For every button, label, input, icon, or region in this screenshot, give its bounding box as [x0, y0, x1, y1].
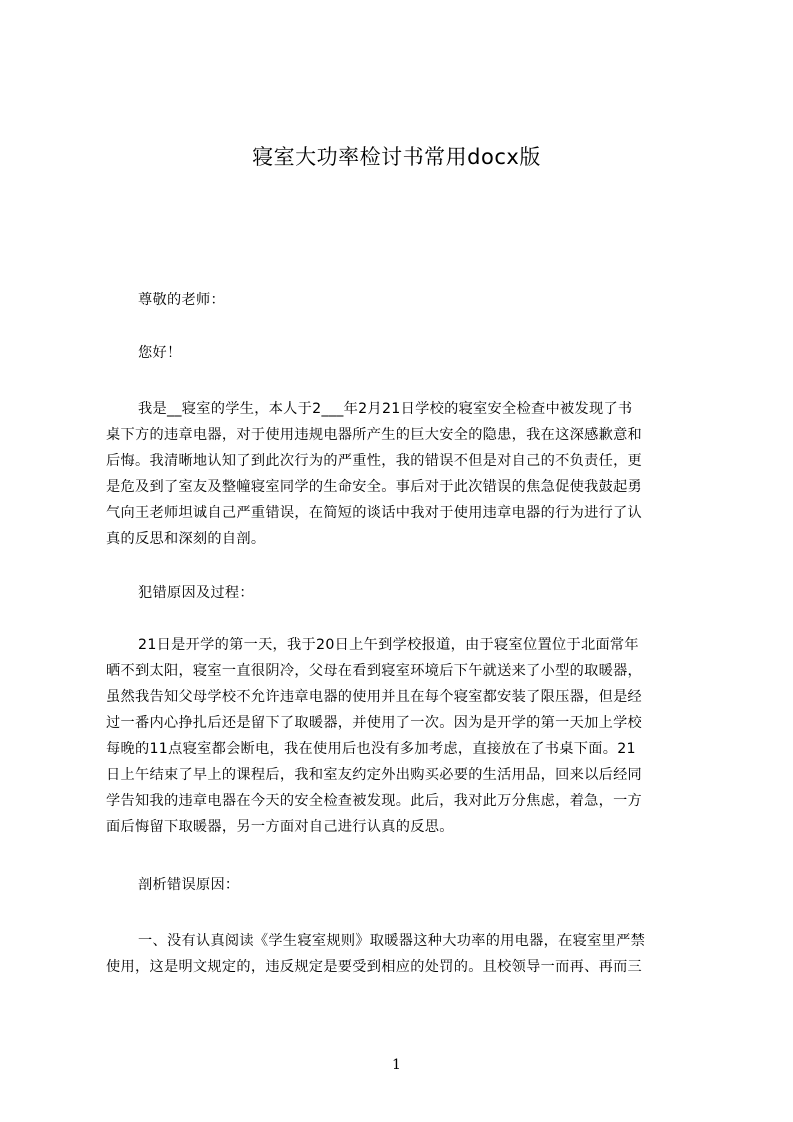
- paragraph-3: [106, 928, 700, 980]
- paragraph-line: 后悔。我清晰地认知了到此次行为的严重性，我的错误不但是对自己的不负责任，更: [106, 453, 643, 469]
- section-heading-cause: [106, 580, 700, 606]
- paragraph-1: [106, 396, 700, 552]
- greeting: [106, 340, 700, 366]
- paragraph-line: 使用，这是明文规定的，违反规定是要受到相应的处罚的。且校领导一而再、再而三: [106, 959, 643, 975]
- section-heading-text: 剖析错误原因：: [138, 877, 240, 893]
- paragraph-line: 21日是开学的第一天，我于20日上午到学校报道，由于寝室位置位于北面常年: [138, 637, 639, 653]
- page-number: 1: [392, 1057, 401, 1073]
- paragraph-line: 一、没有认真阅读《学生寝室规则》取暖器这种大功率的用电器，在寝室里严禁: [138, 933, 646, 949]
- section-heading-analysis: [106, 872, 700, 898]
- salutation-text: 尊敬的老师：: [138, 292, 225, 308]
- paragraph-line: 学告知我的违章电器在今天的安全检查被发现。此后，我对此万分焦虑，着急，一方: [106, 793, 643, 809]
- paragraph-line: 过一番内心挣扎后还是留下了取暖器，并使用了一次。因为是开学的第一天加上学校: [106, 715, 643, 731]
- greeting-text: 您好！: [138, 345, 182, 361]
- paragraph-line: 是危及到了室友及整幢寝室同学的生命安全。事后对于此次错误的焦急促使我鼓起勇: [106, 479, 643, 495]
- paragraph-line: 气向王老师坦诚自己严重错误，在简短的谈话中我对于使用违章电器的行为进行了认: [106, 505, 643, 521]
- paragraph-line: 晒不到太阳，寝室一直很阴冷，父母在看到寝室环境后下午就送来了小型的取暖器，: [106, 663, 643, 679]
- paragraph-line: 我是__寝室的学生，本人于2___年2月21日学校的寝室安全检查中被发现了书: [138, 401, 633, 417]
- paragraph-line: 日上午结束了早上的课程后，我和室友约定外出购买必要的生活用品，回来以后经同: [106, 767, 643, 783]
- document-title: 寝室大功率检讨书常用docx版: [252, 145, 541, 169]
- paragraph-2: [106, 632, 700, 840]
- paragraph-line: 桌下方的违章电器，对于使用违规电器所产生的巨大安全的隐患，我在这深感歉意和: [106, 427, 643, 443]
- paragraph-line: 每晚的11点寝室都会断电，我在使用后也没有多加考虑，直接放在了书桌下面。21: [106, 741, 636, 757]
- section-heading-text: 犯错原因及过程：: [138, 585, 254, 601]
- salutation: [106, 287, 700, 313]
- paragraph-line: 虽然我告知父母学校不允许违章电器的使用并且在每个寝室都安装了限压器，但是经: [106, 689, 643, 705]
- paragraph-line: 面后悔留下取暖器，另一方面对自己进行认真的反思。: [106, 819, 454, 835]
- paragraph-line: 真的反思和深刻的自剖。: [106, 531, 266, 547]
